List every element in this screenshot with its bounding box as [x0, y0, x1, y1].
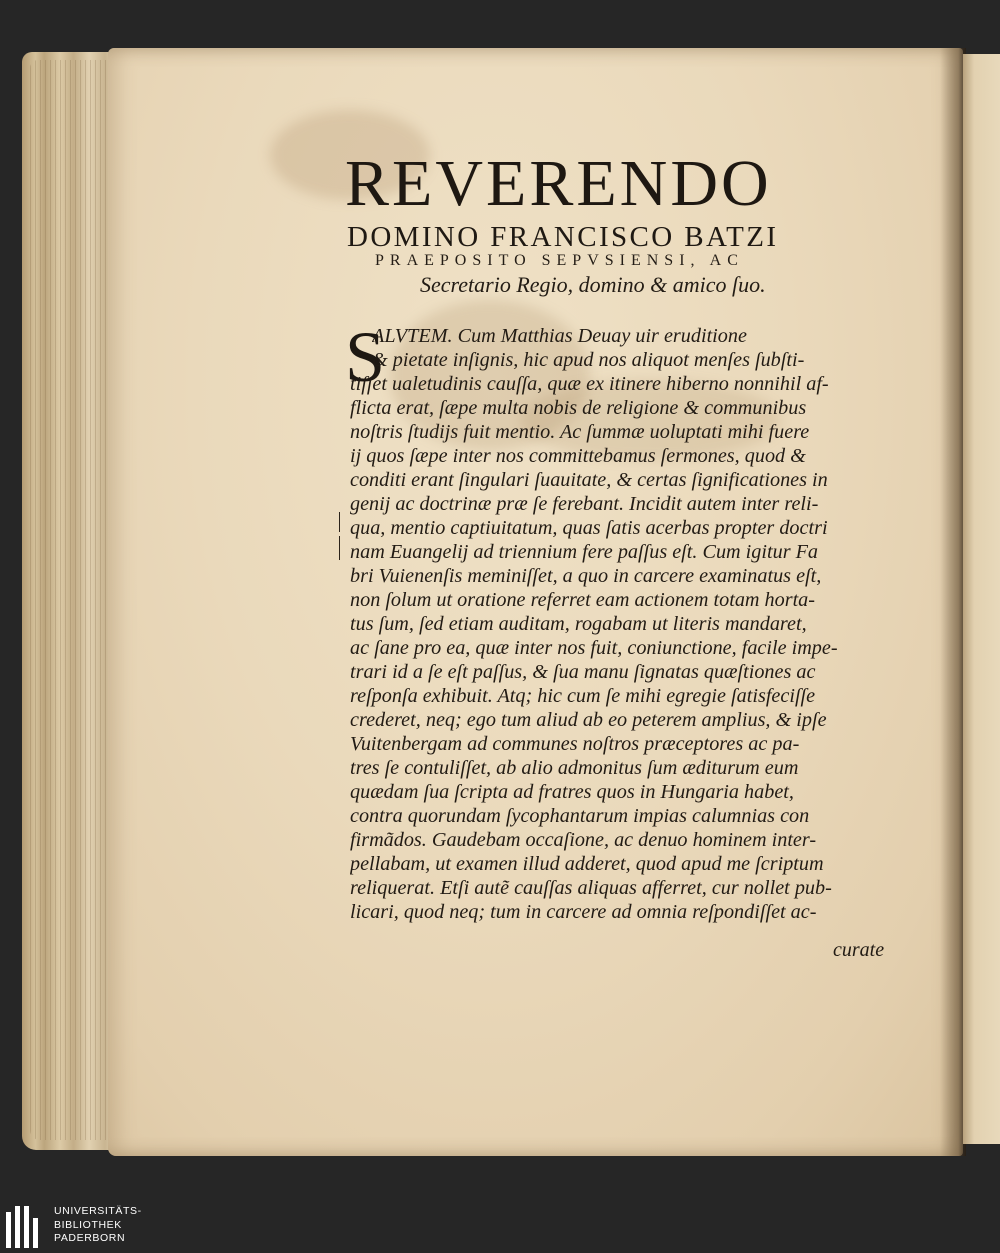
text-line: qua, mentio captiuitatum, quas ſatis acerbas propter doctri — [350, 517, 828, 539]
heading-title: REVERENDO — [345, 147, 772, 220]
heading-office: PRAEPOSITO SEPVSIENSI, AC — [375, 252, 744, 269]
library-logo-text — [54, 1205, 194, 1246]
logo-line: BIBLIOTHEK — [54, 1218, 122, 1231]
text-line: reliquerat. Etſi autẽ cauſſas aliquas afferret, cur nollet pub- — [350, 877, 832, 899]
text-line: quædam ſua ſcripta ad fratres quos in Hungaria habet, — [350, 781, 794, 803]
text-line: bri Vuienenſis meminiſſet, a quo in carcere examinatus eſt, — [350, 565, 822, 587]
text-line: conditi erant ſingulari ſuauitate, & certas ſignificationes in — [350, 469, 828, 491]
text-line: firmãdos. Gaudebam occaſione, ac denuo hominem inter- — [350, 829, 817, 851]
text-line: tus ſum, ſed etiam auditam, rogabam ut literis mandaret, — [350, 613, 807, 635]
logo-line: UNIVERSITÄTS- — [54, 1205, 142, 1217]
text-line: ij quos ſæpe inter nos committebamus ſermones, quod & — [350, 445, 806, 467]
logo-line: PADERBORN — [54, 1232, 126, 1244]
heading-addressee: DOMINO FRANCISCO BATZI — [347, 221, 779, 253]
margin-mark — [339, 536, 344, 560]
text-line: genij ac doctrinæ præ ſe ferebant. Incidit autem inter reli- — [350, 493, 819, 515]
margin-mark — [339, 512, 344, 532]
text-line: reſponſa exhibuit. Atq; hic cum ſe mihi egregie ſatisfeciſſe — [350, 685, 816, 707]
library-logo-icon — [6, 1206, 46, 1248]
text-line: non ſolum ut oratione referret eam actionem totam horta- — [350, 589, 816, 611]
text-line: ac ſane pro ea, quæ inter nos fuit, coniunctione, facile impe- — [350, 637, 838, 659]
drop-capital: S — [345, 317, 386, 397]
text-line: tiſſet ualetudinis cauſſa, quæ ex itinere hiberno nonnihil af- — [350, 373, 829, 395]
text-line: crederet, neq; ego tum aliud ab eo peterem amplius, & ipſe — [350, 709, 827, 731]
text-line: noſtris ſtudijs fuit mentio. Ac ſummæ uoluptati mihi fuere — [350, 421, 810, 443]
catchword: curate — [833, 939, 885, 961]
text-line: nam Euangelij ad triennium fere paſſus eſt. Cum igitur Fa — [350, 541, 819, 563]
text-line: licari, quod neq; tum in carcere ad omnia reſpondiſſet ac- — [350, 901, 817, 923]
text-line: Vuitenbergam ad communes noſtros præceptores ac pa- — [350, 733, 800, 755]
text-line: flicta erat, ſæpe multa nobis de religione & communibus — [350, 397, 807, 419]
text-line: & pietate inſignis, hic apud nos aliquot menſes ſubſti- — [372, 349, 805, 371]
text-line: ALVTEM. Cum Matthias Deuay uir eruditione — [372, 325, 747, 347]
text-line: pellabam, ut examen illud adderet, quod apud me ſcriptum — [350, 853, 824, 875]
text-line: contra quorundam ſycophantarum impias calumnias con — [350, 805, 810, 827]
text-line: tres ſe contuliſſet, ab alio admonitus ſum æditurum eum — [350, 757, 799, 779]
heading-subtitle: Secretario Regio, domino & amico ſuo. — [420, 272, 766, 297]
text-line: trari id a ſe eſt paſſus, & ſua manu ſignatas quæſtiones ac — [350, 661, 816, 683]
